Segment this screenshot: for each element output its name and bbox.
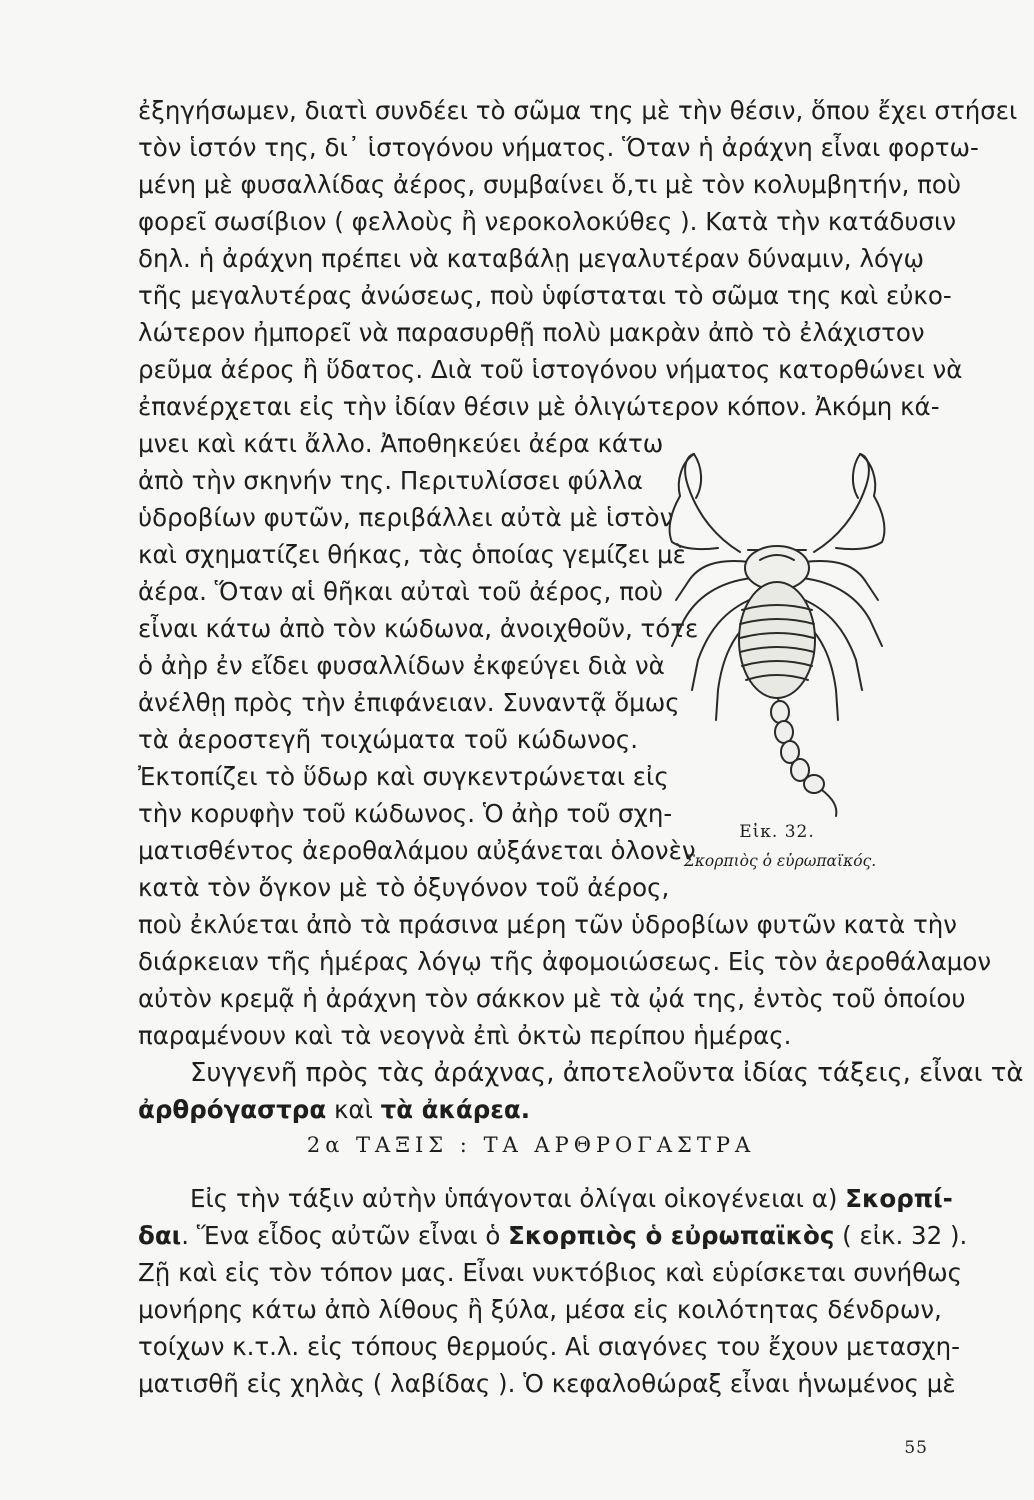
text-line: ἀπὸ τὴν σκηνήν της. Περιτυλίσσει φύλλα xyxy=(138,466,643,495)
page-number: 55 xyxy=(904,1438,928,1458)
text-line: μονήρης κάτω ἀπὸ λίθους ἢ ξύλα, μέσα εἰς κοιλότητας δένδρων, xyxy=(138,1295,942,1324)
text-line: φορεῖ σωσίβιον ( φελλοὺς ἢ νεροκολοκύθες ). Κατὰ τὴν κατάδυσιν xyxy=(138,207,957,236)
text-line: ρεῦμα ἀέρος ἢ ὕδατος. Διὰ τοῦ ἱστογόνου νήματος κατορθώνει νὰ xyxy=(138,355,963,384)
text-line xyxy=(138,1219,968,1253)
text-line: λώτερον ἠμπορεῖ νὰ παρασυρθῇ πολὺ μακρὰν ἀπὸ τὸ ἐλάχιστον xyxy=(138,318,925,347)
bold-term: Σκορπί- xyxy=(845,1184,953,1213)
text-line: ὁ ἀὴρ ἐν εἴδει φυσαλλίδων ἐκφεύγει διὰ νὰ xyxy=(138,651,665,680)
bold-term: δαι xyxy=(138,1221,182,1250)
text-line: τοίχων κ.τ.λ. εἰς τόπους θερμούς. Αἱ σιαγόνες του ἔχουν μετασχη- xyxy=(138,1332,960,1361)
text-line: ὑδροβίων φυτῶν, περιβάλλει αὐτὰ μὲ ἱστὸν xyxy=(138,503,674,532)
text-line: ἐπανέρχεται εἰς τὴν ἰδίαν θέσιν μὲ ὀλιγώτερον κόπον. Ἀκόμη κά- xyxy=(138,392,940,421)
text-line: κατὰ τὸν ὄγκον μὲ τὸ ὀξυγόνον τοῦ ἀέρος, xyxy=(138,873,670,902)
text-line: ἀέρα. Ὅταν αἱ θῆκαι αὐταὶ τοῦ ἀέρος, ποὺ xyxy=(138,577,664,606)
text-line: ἐξηγήσωμεν, διατὶ συνδέει τὸ σῶμα της μὲ τὴν θέσιν, ὅπου ἔχει στήσει xyxy=(138,96,1018,125)
text-line: διάρκειαν τῆς ἡμέρας λόγῳ τῆς ἀφομοιώσεως. Εἰς τὸν ἀεροθάλαμον xyxy=(138,947,992,976)
text-fragment: Εἰς τὴν τάξιν αὐτὴν ὑπάγονται ὀλίγαι οἰκογένειαι α) xyxy=(190,1184,846,1213)
text-line: εἶναι κάτω ἀπὸ τὸν κώδωνα, ἀνοιχθοῦν, τότε xyxy=(138,614,699,643)
text-line xyxy=(138,1093,924,1127)
text-line: τὴν κορυφὴν τοῦ κώδωνος. Ὁ ἀὴρ τοῦ σχη- xyxy=(138,799,673,828)
bold-term: ἀρθρόγαστρα xyxy=(138,1095,327,1124)
text-line: τὰ ἀεροστεγῆ τοιχώματα τοῦ κώδωνος. xyxy=(138,725,638,754)
text-line: Ἐκτοπίζει τὸ ὕδωρ καὶ συγκεντρώνεται εἰς xyxy=(138,762,669,791)
figure-number: Εἰκ. 32. xyxy=(739,822,815,842)
text-line: τὸν ἱστόν της, δι᾽ ἱστογόνου νήματος. Ὅταν ἡ ἀράχνη εἶναι φορτω- xyxy=(138,133,979,162)
text-line: Ζῇ καὶ εἰς τὸν τόπον μας. Εἶναι νυκτόβιος καὶ εὑρίσκεται συνήθως xyxy=(138,1258,963,1287)
text-fragment: καὶ xyxy=(326,1095,381,1124)
text-line: αὐτὸν κρεμᾷ ἡ ἀράχνη τὸν σάκκον μὲ τὰ ᾠά της, ἐντὸς τοῦ ὁποίου xyxy=(138,984,966,1013)
figure-caption: Σκορπιὸς ὁ εὐρωπαϊκός. xyxy=(683,852,877,870)
text-fragment: . Ἕνα εἶδος αὐτῶν εἶναι ὁ xyxy=(181,1221,509,1250)
text-line: καὶ σχηματίζει θήκας, τὰς ὁποίας γεμίζει μὲ xyxy=(138,540,686,569)
text-line: ποὺ ἐκλύεται ἀπὸ τὰ πράσινα μέρη τῶν ὑδροβίων φυτῶν κατὰ τὴν xyxy=(138,910,957,939)
bold-term: Σκορπιὸς ὁ εὐρωπαϊκὸς xyxy=(508,1221,835,1250)
text-line: ματισθέντος ἀεροθαλάμου αὐξάνεται ὁλονὲν xyxy=(138,836,696,865)
text-line: μένη μὲ φυσαλλίδας ἀέρος, συμβαίνει ὅ,τι μὲ τὸν κολυμβητήν, ποὺ xyxy=(138,170,962,199)
text-line: δηλ. ἡ ἀράχνη πρέπει νὰ καταβάλῃ μεγαλυτέραν δύναμιν, λόγῳ xyxy=(138,244,924,273)
text-line: ἀνέλθῃ πρὸς τὴν ἐπιφάνειαν. Συναντᾷ ὅμως xyxy=(138,688,680,717)
text-line: τῆς μεγαλυτέρας ἀνώσεως, ποὺ ὑφίσταται τὸ σῶμα της καὶ εὐκο- xyxy=(138,281,952,310)
section-heading: 2α ΤΑΞΙΣ : ΤΑ ΑΡΘΡΟΓΑΣΤΡΑ xyxy=(306,1133,756,1157)
scorpion-illustration xyxy=(632,450,922,820)
bold-term: τὰ ἀκάρεα. xyxy=(380,1095,531,1124)
text-line: μνει καὶ κάτι ἄλλο. Ἀποθηκεύει ἀέρα κάτω xyxy=(138,429,664,458)
text-line: ματισθῆ εἰς χηλὰς ( λαβίδας ). Ὁ κεφαλοθώραξ εἶναι ἡνωμένος μὲ xyxy=(138,1369,956,1398)
text-line: Συγγενῆ πρὸς τὰς ἀράχνας, ἀποτελοῦντα ἰδίας τάξεις, εἶναι τὰ xyxy=(190,1058,1024,1088)
text-line: παραμένουν καὶ τὰ νεογνὰ ἐπὶ ὀκτὼ περίπου ἡμέρας. xyxy=(138,1021,792,1050)
text-line xyxy=(190,1182,953,1216)
text-fragment: ( εἰκ. 32 ). xyxy=(834,1221,968,1250)
